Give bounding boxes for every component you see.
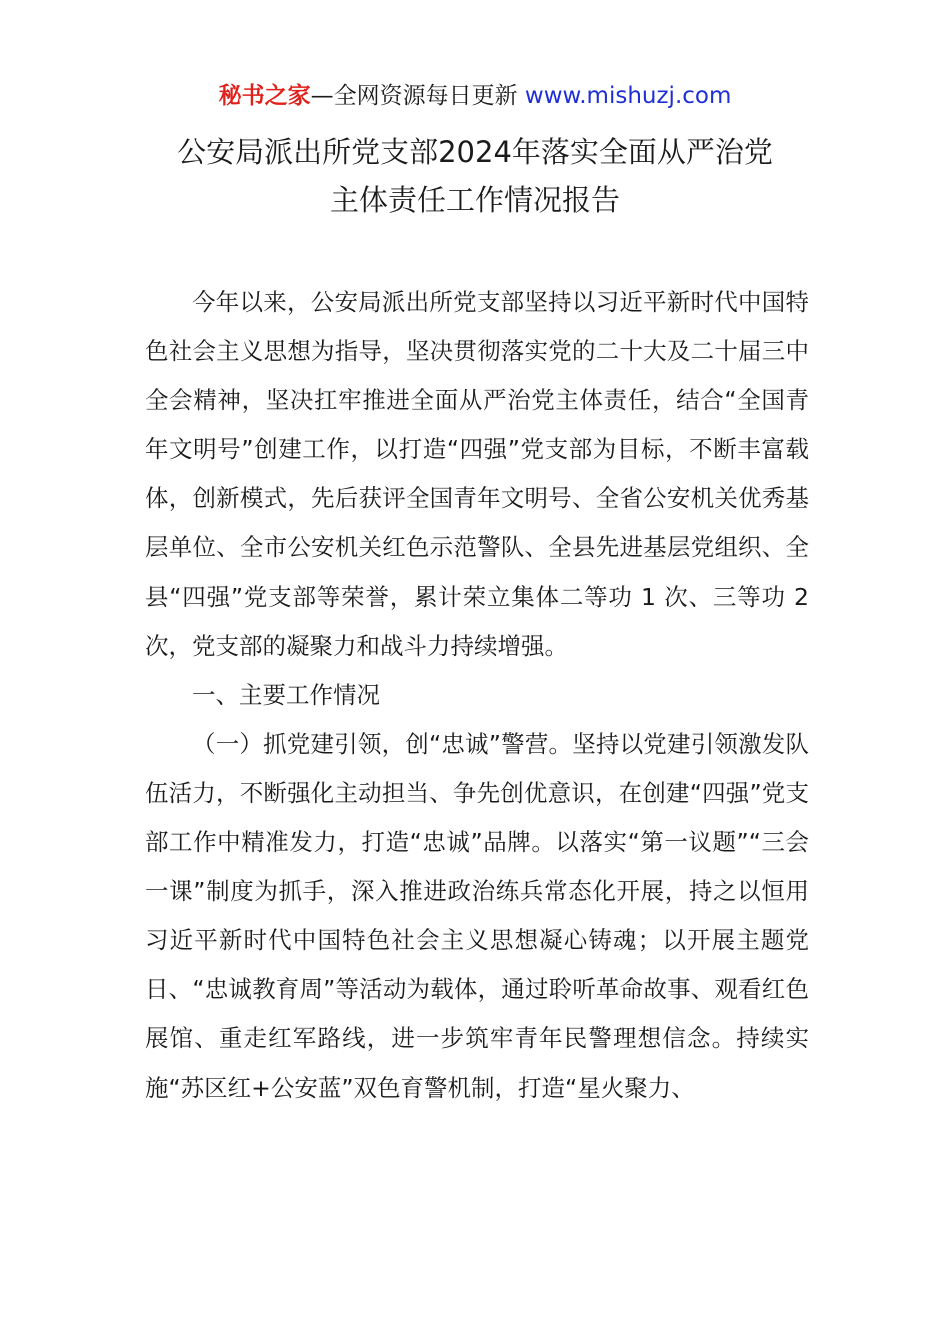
section-paragraph: （一）抓党建引领，创“忠诚”警营。坚持以党建引领激发队伍活力，不断强化主动担当、争先创优意识，在创建“四强”党支部工作中精准发力，打造“忠诚”品牌。以落实“第一议题”“三会一课”制度为抓手，深入推进政治练兵常态化开展，持之以恒用习近平新时代中国特色社会主义思想凝心铸魂；以开展主题党日、“忠诚教育周”等活动为载体，通过聆听革命故事、观看红色展馆、重走红军路线，进一步筑牢青年民警理想信念。持续实施“苏区红+公安蓝”双色育警机制，打造“星火聚力、 [145, 729, 809, 1102]
intro-paragraph: 今年以来，公安局派出所党支部坚持以习近平新时代中国特色社会主义思想为指导，坚决贯彻落实党的二十大及二十届三中全会精神，坚决扛牢推进全面从严治党主体责任，结合“全国青年文明号”创建工作，以打造“四强”党支部为目标，不断丰富载体，创新模式，先后获评全国青年文明号、全省公安机关优秀基层单位、全市公安机关红色示范警队、全县先进基层党组织、全县“四强”党支部等荣誉，累计荣立集体二等功 1 次、三等功 2 次，党支部的凝聚力和战斗力持续增强。 [145, 288, 809, 660]
document-title-line-1: 公安局派出所党支部2024年落实全面从严治党 [177, 135, 773, 169]
document-title [0, 128, 950, 224]
site-tagline: —全网资源每日更新 [310, 83, 518, 109]
document-body [145, 278, 809, 1113]
site-header [0, 80, 950, 112]
site-url-link[interactable]: www.mishuzj.com [524, 83, 732, 109]
document-title-line-2: 主体责任工作情况报告 [329, 183, 620, 217]
section-heading: 一、主要工作情况 [192, 680, 380, 709]
site-brand: 秘书之家 [218, 83, 311, 109]
